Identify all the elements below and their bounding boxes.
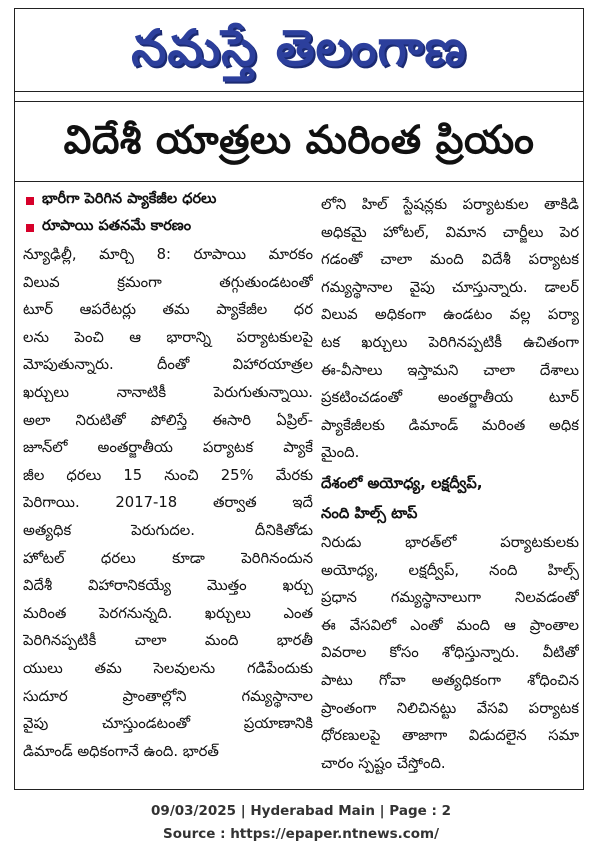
text-line: ఈ వేసవిలో ఎంతో మంది ఆ ప్రాంతాల	[321, 616, 579, 634]
bullet-text: భారీగా పెరిగిన ప్యాకేజీల ధరలు	[42, 190, 217, 207]
text-line: అయోధ్య, లక్షద్వీప్, నంది హిల్స్	[321, 561, 579, 579]
bullet-square-icon	[26, 224, 34, 232]
text-line: డిమాండ్ అధికంగానే ఉంది. భారత్	[23, 742, 219, 760]
newspaper-masthead: నమస్తే తెలంగాణ	[131, 19, 467, 77]
text-line: అధికమై హోటల్, విమాన చార్జీలు పెర	[321, 223, 579, 241]
left-column	[23, 187, 313, 765]
masthead-rule	[15, 91, 583, 92]
subheading-line: దేశంలో అయోధ్య, లక్షద్వీప్,	[321, 474, 483, 492]
text-line: వైపు చూస్తుండటంతో ప్రయాణానికి	[23, 715, 313, 733]
text-line: చారం స్పష్టం చేస్తోంది.	[321, 754, 446, 772]
left-body-text	[23, 241, 313, 765]
text-line: టక ఖర్చులు పెరిగినప్పటికీ ఉచితంగా	[321, 333, 579, 351]
subheading-line: నంది హిల్స్ టాప్	[321, 504, 418, 522]
headline-rule	[15, 181, 583, 182]
bullet-text: రూపాయి పతనమే కారణం	[42, 217, 192, 234]
text-line: ఖర్చులు నానాటికీ పెరుగుతున్నాయి.	[23, 383, 313, 401]
right-body-text	[321, 191, 579, 467]
text-line: జూన్‌లో అంతర్జాతీయ పర్యాటక ప్యాకే	[23, 439, 313, 457]
text-line: టూర్ ఆపరేటర్లు తమ ప్యాకేజీల ధర	[23, 301, 313, 319]
text-line: పాటు గోవా అత్యధికంగా శోధించిన	[321, 671, 579, 689]
text-line: లను పెంచి ఆ భారాన్ని పర్యాటకులపై	[23, 328, 313, 346]
text-line: లోని హిల్ స్టేషన్లకు పర్యాటకుల తాకిడి	[321, 196, 579, 213]
bullet-point	[23, 214, 313, 241]
text-line: సుదూర ప్రాంతాల్లోని గమ్యస్థానాల	[23, 687, 313, 705]
edition-info: 09/03/2025 | Hyderabad Main | Page : 2	[151, 803, 451, 819]
text-line: గమ్యస్థానాల వైపు చూస్తున్నారు. డాలర్	[321, 278, 579, 296]
text-line: పెరిగాయి. 2017-18 తర్వాత ఇదే	[23, 494, 313, 512]
article-headline: విదేశీ యాత్రలు మరింత ప్రియం	[63, 118, 535, 163]
text-line: మైంది.	[321, 444, 360, 462]
text-line: ప్యాకేజీలకు డిమాండ్ మరింత అధిక	[321, 416, 579, 434]
text-line: ప్రాంతంగా నిలిచినట్టు వేసవి పర్యాటక	[321, 699, 579, 717]
text-line: వివరాల కోసం శోధిస్తున్నారు. వీటితో	[321, 644, 579, 662]
text-line: జీల ధరలు 15 నుంచి 25% మేరకు	[23, 466, 313, 484]
section-subheading	[321, 469, 579, 529]
text-line: అలా నిరుటితో పోలిస్తే ఈసారి ఏప్రిల్-	[23, 411, 313, 429]
text-line: విలువ అధికంగా ఉండటం వల్ల పర్యా	[321, 306, 579, 324]
text-line: విదేశీ విహారానికయ్యే మొత్తం ఖర్చు	[23, 577, 313, 595]
bullet-square-icon	[26, 197, 34, 205]
text-line: మరింత పెరగనున్నది. ఖర్చులు ఎంత	[23, 604, 313, 622]
page-footer	[0, 800, 602, 846]
text-line: ధోరణులపై తాజాగా విడుదలైన సమా	[321, 727, 579, 745]
text-line: పెరిగినప్పటికీ చాలా మంది భారతీ	[23, 632, 313, 650]
masthead-rule-lower	[15, 101, 583, 102]
article-clipping	[14, 8, 584, 790]
text-line: నిరుడు భారత్‌లో పర్యాటకులకు	[321, 533, 579, 551]
text-line: విలువ క్రమంగా తగ్గుతుండటంతో	[23, 273, 313, 291]
right-column	[321, 191, 579, 777]
text-line: అత్యధిక పెరుగుదల. దీనికితోడు	[23, 521, 313, 539]
text-line: న్యూఢిల్లీ, మార్చి 8: రూపాయి మారకం	[23, 246, 313, 263]
right-body-text-2	[321, 529, 579, 777]
bullet-point	[23, 187, 313, 214]
text-line: ప్రధాన గమ్యస్థానాలుగా నిలవడంతో	[321, 589, 579, 607]
text-line: యులు తమ సెలవులను గడిపేందుకు	[23, 659, 313, 677]
text-line: మోపుతున్నారు. దీంతో విహారయాత్రల	[23, 356, 313, 374]
text-line: హోటల్ ధరలు కూడా పెరిగినందున	[23, 549, 313, 567]
text-line: ఈ-వీసాలు ఇస్తామని చాలా దేశాలు	[321, 361, 579, 379]
source-link[interactable]: Source : https://epaper.ntnews.com/	[162, 826, 440, 842]
text-line: ప్రకటించడంతో అంతర్జాతీయ టూర్	[321, 389, 579, 407]
text-line: గడంతో చాలా మంది విదేశీ పర్యాటక	[321, 251, 579, 269]
